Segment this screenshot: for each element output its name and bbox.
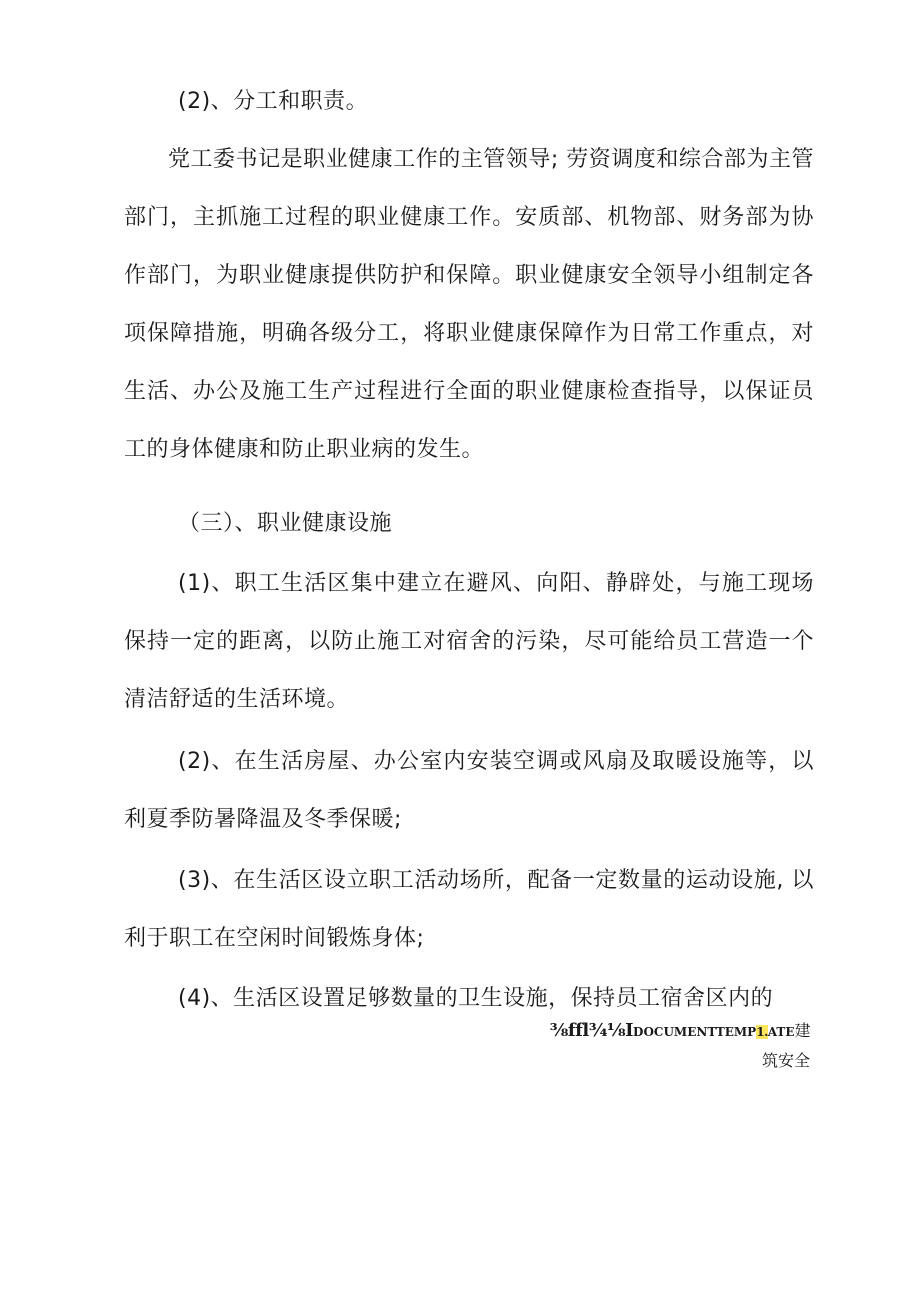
paragraph-item-3: (3)、在生活区设立职工活动场所，配备一定数量的运动设施, 以利于职工在空闲时间锻炼身体;	[124, 868, 814, 951]
footer-garbled-prefix: ⅜ffl¾⅛I	[549, 1020, 634, 1041]
paragraph-heading-division-of-duties: (2)、分工和职责。	[178, 89, 369, 114]
paragraph-item-2: (2)、在生活房屋、办公室内安装空调或风扇及取暖设施等，以利夏季防暑降温及冬季保暖;	[124, 749, 814, 832]
footer-char-tail: 建	[794, 1021, 810, 1040]
footer-template-text-a: DOCUMENTTEMP	[633, 1025, 757, 1039]
footer-template-text-b: ATE	[767, 1025, 795, 1039]
footer-caption: 筑安全	[761, 1051, 810, 1070]
paragraph-responsibilities: 党工委书记是职业健康工作的主管领导; 劳资调度和综合部为主管部门，主抓施工过程的职业健康工作。安质部、机物部、财务部为协作部门，为职业健康提供防护和保障。职业健康安全领导小组制定各项保障措施，明确各级分工，将职业健康保障作为日常工作重点，对生活、办公及施工生产过程进行全面的职业健康检查指导，以保证员工的身体健康和防止职业病的发生。	[124, 147, 814, 462]
paragraph-item-4: (4)、生活区设置足够数量的卫生设施，保持员工宿舍区内的	[178, 986, 774, 1011]
paragraph-item-1: (1)、职工生活区集中建立在避风、向阳、静辟处，与施工现场保持一定的距离，以防止施工对宿舍的污染，尽可能给员工营造一个清洁舒适的生活环境。	[124, 571, 814, 712]
footer-template-mark	[550, 1018, 810, 1041]
section-heading-health-facilities: （三）、职业健康设施	[178, 511, 393, 536]
footer-highlight-mark: 1.	[756, 1025, 768, 1039]
